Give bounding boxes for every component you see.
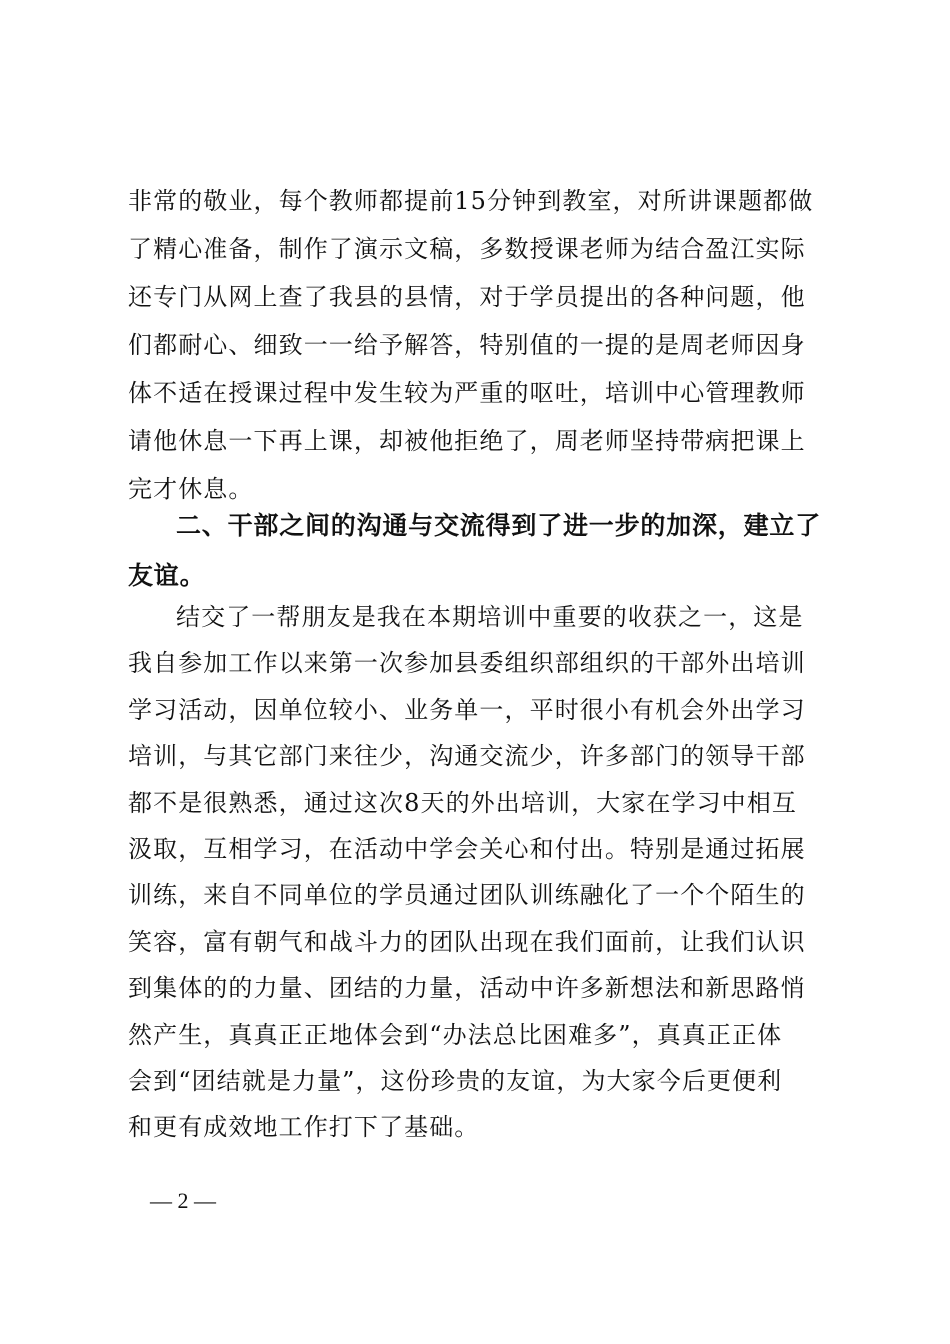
text-line: 学习活动，因单位较小、业务单一，平时很小有机会外出学习 <box>128 695 806 724</box>
text-line: 会到“团结就是力量”，这份珍贵的友谊，为大家今后更便利 <box>128 1066 783 1095</box>
text-line: 我自参加工作以来第一次参加县委组织部组织的干部外出培训 <box>128 649 806 678</box>
section-heading <box>128 501 822 601</box>
heading-line: 二、干部之间的沟通与交流得到了进一步的加深，建立了 <box>176 511 822 540</box>
text-line: 培训，与其它部门来往少，沟通交流少，许多部门的领导干部 <box>128 742 806 771</box>
text-line: 笑容，富有朝气和战斗力的团队出现在我们面前，让我们认识 <box>128 927 806 956</box>
text-line: 了精心准备，制作了演示文稿，多数授课老师为结合盈江实际 <box>128 235 806 263</box>
text-line: 然产生，真真正正地体会到“办法总比困难多”，真真正正体 <box>128 1020 783 1049</box>
text-line: 训练，来自不同单位的学员通过团队训练融化了一个个陌生的 <box>128 881 806 910</box>
paragraph-teachers <box>128 177 822 513</box>
paragraph-friendship <box>128 594 822 1151</box>
text-line: 们都耐心、细致一一给予解答，特别值的一提的是周老师因身 <box>128 331 806 359</box>
text-line: 到集体的的力量、团结的力量，活动中许多新想法和新思路悄 <box>128 974 806 1003</box>
text-line: 和更有成效地工作打下了基础。 <box>128 1113 480 1142</box>
text-line: 都不是很熟悉，通过这次8天的外出培训，大家在学习中相互 <box>128 788 797 817</box>
text-line: 完才休息。 <box>128 475 254 503</box>
text-line: 汲取，互相学习，在活动中学会关心和付出。特别是通过拓展 <box>128 834 806 863</box>
text-line: 还专门从网上查了我县的县情，对于学员提出的各种问题，他 <box>128 283 806 311</box>
text-line: 非常的敬业，每个教师都提前15分钟到教室，对所讲课题都做 <box>128 187 814 215</box>
heading-line: 友谊。 <box>128 561 206 590</box>
page-number: — 2 — <box>150 1188 216 1213</box>
text-line: 请他休息一下再上课，却被他拒绝了，周老师坚持带病把课上 <box>128 427 806 455</box>
text-line: 体不适在授课过程中发生较为严重的呕吐，培训中心管理教师 <box>128 379 806 407</box>
text-line: 结交了一帮朋友是我在本期培训中重要的收获之一，这是 <box>176 603 804 631</box>
